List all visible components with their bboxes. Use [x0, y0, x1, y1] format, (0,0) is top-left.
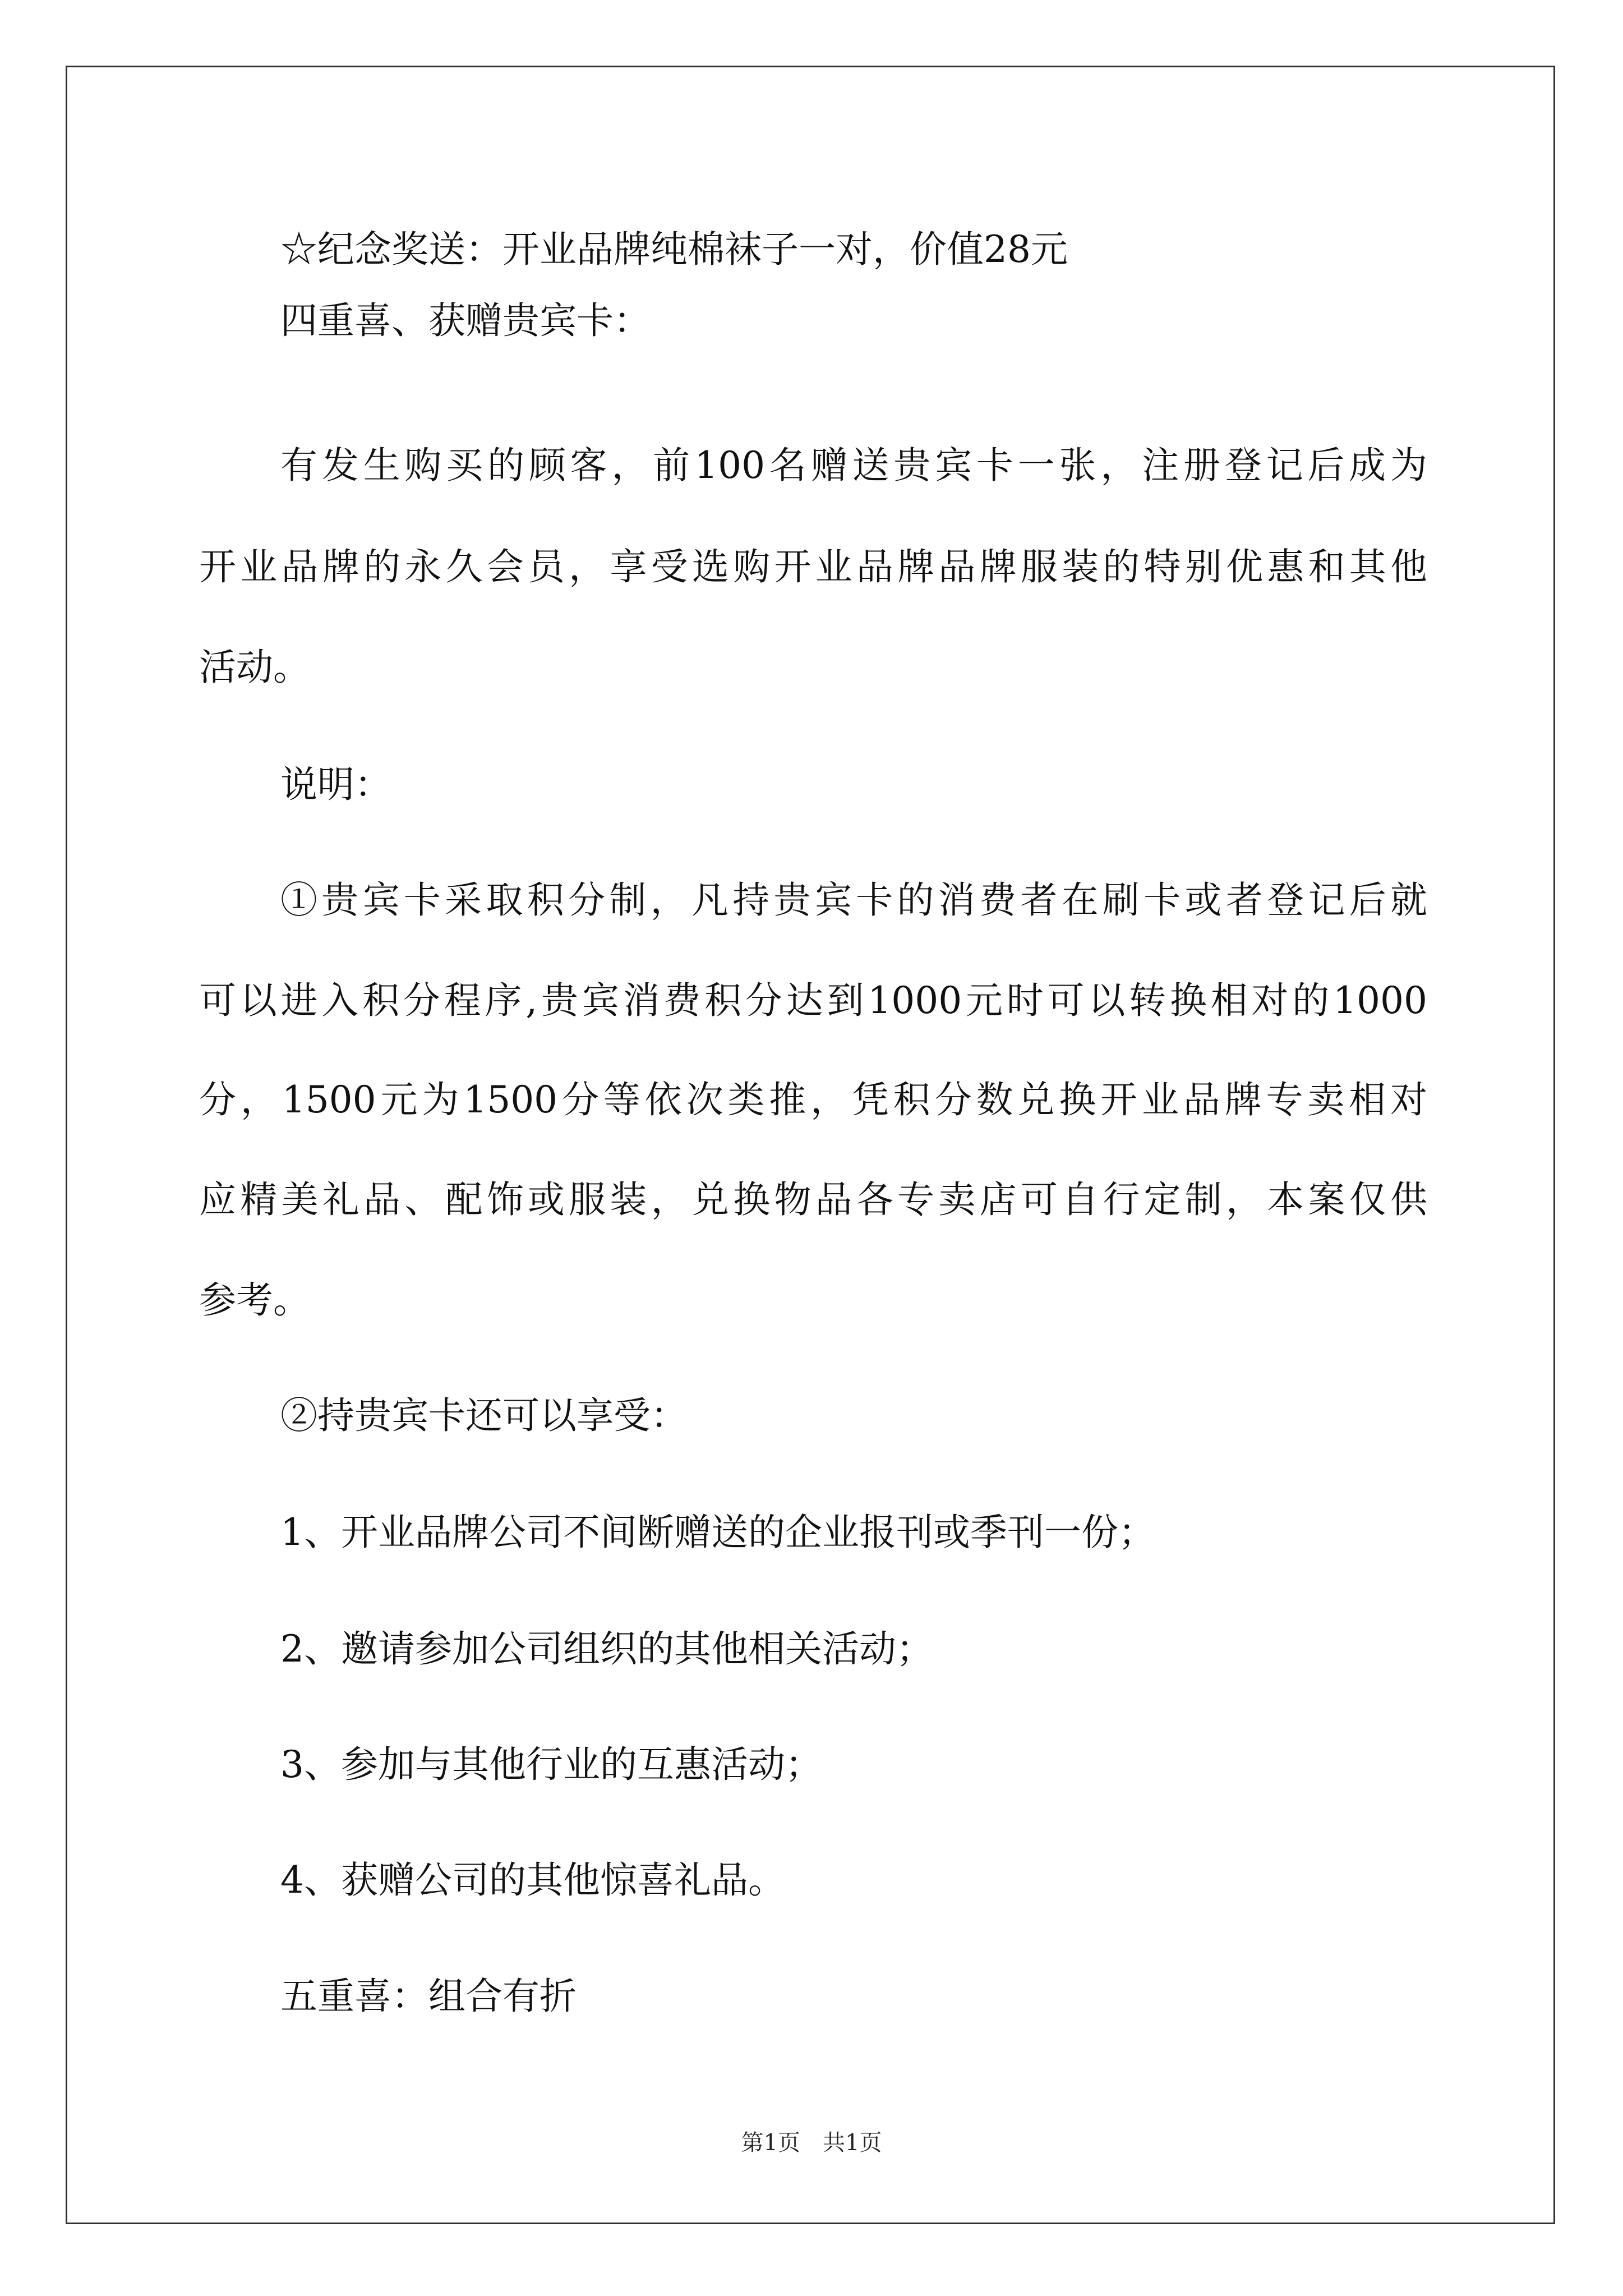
paragraph-line: 活动。 — [199, 646, 310, 689]
list-item: 4、获赠公司的其他惊喜礼品。 — [280, 1858, 785, 1902]
paragraph-line: 分，1500元为1500分等依次类推，凭积分数兑换开业品牌专卖相对 — [199, 1078, 1427, 1121]
paragraph-line: 参考。 — [199, 1278, 310, 1322]
gift-line: ☆纪念奖送：开业品牌纯棉袜子一对，价值28元 — [280, 228, 1068, 271]
section-heading-combo-discount: 五重喜：组合有折 — [280, 1975, 577, 2018]
paragraph-line: 应精美礼品、配饰或服装，兑换物品各专卖店可自行定制，本案仅供 — [199, 1178, 1427, 1221]
paragraph-line: 可以进入积分程序,贵宾消费积分达到1000元时可以转换相对的1000 — [199, 979, 1427, 1022]
explanation-heading: 说明： — [280, 763, 391, 806]
paragraph-line: 有发生购买的顾客，前100名赠送贵宾卡一张，注册登记后成为 — [280, 444, 1427, 487]
list-item: 3、参加与其他行业的互惠活动； — [280, 1743, 822, 1786]
page-number: 第1页 共1页 — [741, 2130, 882, 2156]
paragraph-line: ①贵宾卡采取积分制，凡持贵宾卡的消费者在刷卡或者登记后就 — [280, 878, 1427, 922]
paragraph-line: 开业品牌的永久会员，享受选购开业品牌品牌服装的特别优惠和其他 — [199, 545, 1427, 588]
list-item: 2、邀请参加公司组织的其他相关活动； — [280, 1627, 933, 1671]
list-item: 1、开业品牌公司不间断赠送的企业报刊或季刊一份； — [280, 1511, 1155, 1554]
section-heading-vip-card: 四重喜、获赠贵宾卡： — [280, 299, 651, 342]
benefits-heading: ②持贵宾卡还可以享受： — [280, 1394, 688, 1437]
